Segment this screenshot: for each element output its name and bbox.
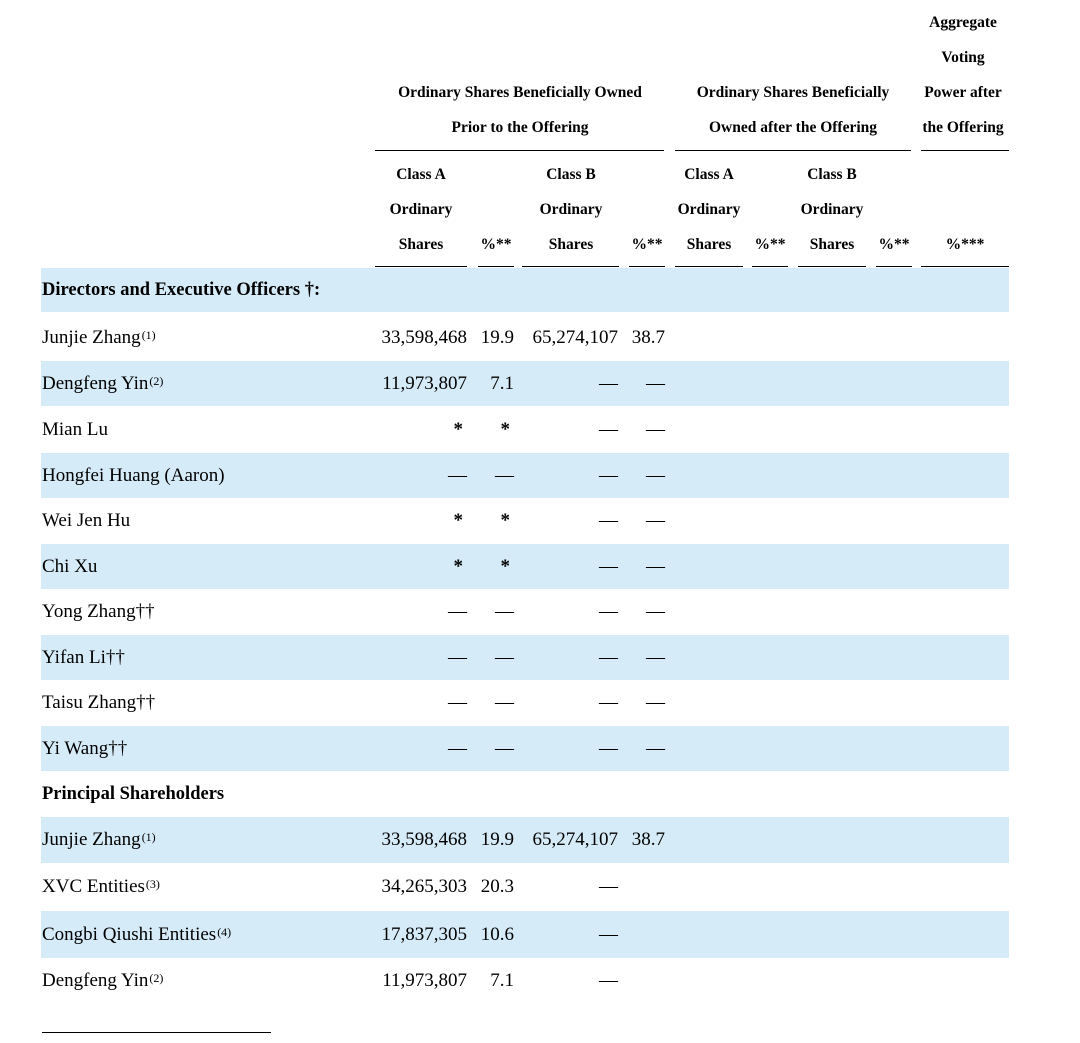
holder-name: Yong Zhang††	[42, 600, 155, 622]
table-row	[42, 418, 108, 442]
footnote-ref: (1)	[141, 830, 156, 844]
cell-b-pct: —	[646, 691, 665, 713]
cell-a-shares: 11,973,807	[382, 970, 467, 991]
table-row	[42, 969, 163, 993]
subheader-after-class-b-pct: %**	[878, 236, 910, 253]
cell-b-pct: 38.7	[631, 829, 665, 850]
col-rule	[752, 266, 788, 267]
holder-name: Junjie Zhang	[42, 326, 141, 348]
cell-b-pct: —	[646, 646, 665, 668]
col-rule	[375, 266, 467, 267]
header-after-offering	[675, 75, 911, 145]
cell-a-shares: 11,973,807	[382, 372, 467, 394]
subheader-prior-class-a-pct: %**	[480, 236, 512, 253]
cell-b-shares: —	[599, 509, 618, 531]
cell-a-pct: *	[500, 555, 510, 577]
subheader-after-class-b	[798, 157, 866, 262]
holder-name: Yi Wang††	[42, 737, 128, 759]
cell-a-pct: 7.1	[490, 372, 514, 394]
col-rule	[478, 266, 514, 267]
footnote-rule	[42, 1032, 271, 1033]
cell-a-pct: 20.3	[480, 876, 514, 897]
subheader-prior-class-b-pct: %**	[631, 236, 663, 253]
cell-b-pct: —	[646, 509, 665, 531]
header-line: Owned after the Offering	[708, 119, 878, 136]
table-row	[42, 828, 156, 852]
holder-name: Wei Jen Hu	[42, 509, 131, 531]
table-row	[42, 923, 231, 947]
section-title: Principal Shareholders	[42, 783, 225, 804]
col-rule	[675, 266, 743, 267]
table-row	[42, 646, 125, 670]
header-line: the Offering	[922, 119, 1004, 136]
group-rule-prior	[375, 150, 664, 151]
cell-b-shares: —	[599, 600, 618, 622]
header-line: Shares	[398, 236, 444, 253]
holder-name: Taisu Zhang††	[42, 691, 156, 713]
subheader-voting-pct: %***	[945, 236, 985, 253]
cell-a-shares: *	[453, 555, 463, 577]
subheader-after-class-a-pct: %**	[754, 236, 786, 253]
cell-b-pct: —	[646, 372, 665, 394]
cell-b-pct: —	[646, 555, 665, 577]
header-line: Shares	[686, 236, 732, 253]
table-row	[42, 875, 160, 899]
subheader-after-class-a	[675, 157, 743, 262]
cell-a-shares: 33,598,468	[381, 829, 467, 850]
cell-a-pct: *	[500, 418, 510, 440]
cell-a-shares: 33,598,468	[381, 326, 467, 348]
header-line: Class B	[807, 166, 857, 183]
cell-a-shares: —	[448, 691, 467, 713]
holder-name: Congbi Qiushi Entities	[42, 923, 217, 945]
subheader-prior-class-a	[376, 157, 466, 262]
cell-a-pct: 7.1	[490, 970, 514, 991]
cell-a-shares: *	[453, 418, 463, 440]
cell-b-shares: —	[599, 691, 618, 713]
cell-a-pct: —	[495, 646, 514, 668]
cell-a-shares: —	[448, 737, 467, 759]
cell-a-pct: —	[495, 737, 514, 759]
cell-b-pct: —	[646, 737, 665, 759]
cell-b-shares: 65,274,107	[532, 326, 618, 348]
cell-b-shares: —	[599, 555, 618, 577]
holder-name: XVC Entities	[42, 876, 145, 897]
holder-name: Mian Lu	[42, 418, 108, 440]
footnote-ref: (2)	[149, 971, 164, 985]
cell-b-shares: —	[599, 970, 618, 991]
cell-b-shares: —	[599, 646, 618, 668]
header-line: Ordinary	[677, 201, 741, 218]
header-line: Ordinary Shares Beneficially	[696, 84, 890, 101]
col-rule	[921, 266, 1009, 267]
header-line: Prior to the Offering	[451, 119, 589, 136]
cell-a-pct: *	[500, 509, 510, 531]
footnote-ref: (2)	[149, 373, 164, 388]
row-band	[41, 817, 1009, 863]
row-band	[41, 361, 1009, 406]
holder-name: Dengfeng Yin	[42, 372, 149, 394]
row-band	[41, 544, 1009, 589]
holder-name: Hongfei Huang (Aaron)	[42, 464, 225, 486]
cell-a-pct: 10.6	[480, 923, 514, 945]
col-rule	[798, 266, 866, 267]
cell-b-shares: —	[599, 372, 618, 394]
header-line: Voting	[941, 49, 985, 66]
cell-b-pct: 38.7	[631, 326, 665, 348]
col-rule	[876, 266, 912, 267]
footnote-ref: (4)	[217, 924, 232, 939]
header-line: Ordinary	[539, 201, 603, 218]
group-rule-after	[675, 150, 911, 151]
header-line: Class A	[684, 166, 734, 183]
header-line: Aggregate	[929, 14, 997, 31]
cell-b-shares: —	[599, 464, 618, 486]
footnote-ref: (3)	[145, 877, 160, 891]
group-rule-voting	[921, 150, 1009, 151]
cell-b-shares: —	[599, 923, 618, 945]
section-title: Directors and Executive Officers †:	[42, 280, 321, 300]
cell-a-shares: *	[453, 509, 463, 531]
header-line: Class B	[546, 166, 596, 183]
header-line: Class A	[396, 166, 446, 183]
table-row	[42, 509, 130, 533]
cell-a-pct: —	[495, 464, 514, 486]
row-band	[41, 726, 1009, 771]
header-line: Ordinary Shares Beneficially Owned	[398, 84, 642, 101]
table-row	[42, 737, 127, 761]
cell-a-shares: 17,837,305	[381, 923, 467, 945]
header-line: Shares	[809, 236, 855, 253]
table-row	[42, 691, 155, 715]
header-prior-offering	[376, 75, 664, 145]
cell-a-shares: —	[448, 646, 467, 668]
cell-b-pct: —	[646, 418, 665, 440]
holder-name: Yifan Li††	[42, 646, 125, 668]
cell-b-shares: —	[599, 418, 618, 440]
table-row	[42, 555, 97, 579]
cell-b-shares: —	[599, 737, 618, 759]
cell-b-pct: —	[646, 464, 665, 486]
holder-name: Dengfeng Yin	[42, 970, 149, 991]
row-band	[41, 635, 1009, 680]
cell-a-pct: —	[495, 600, 514, 622]
cell-a-shares: —	[448, 464, 467, 486]
header-aggregate-voting	[918, 5, 1008, 145]
cell-a-pct: 19.9	[480, 326, 514, 348]
cell-a-shares: —	[448, 600, 467, 622]
header-line: Power after	[924, 84, 1002, 101]
cell-b-shares: 65,274,107	[532, 829, 618, 850]
table-row	[42, 600, 155, 624]
subheader-prior-class-b	[523, 157, 619, 262]
table-row	[42, 464, 225, 488]
cell-b-pct: —	[646, 600, 665, 622]
cell-a-shares: 34,265,303	[381, 876, 467, 897]
cell-a-pct: 19.9	[480, 829, 514, 850]
col-rule	[629, 266, 665, 267]
header-line: Ordinary	[389, 201, 453, 218]
table-row	[42, 326, 156, 350]
cell-b-shares: —	[599, 876, 618, 897]
header-line: Shares	[548, 236, 594, 253]
footnote-ref: (1)	[141, 327, 156, 342]
holder-name: Junjie Zhang	[42, 829, 141, 850]
header-line: Ordinary	[800, 201, 864, 218]
holder-name: Chi Xu	[42, 555, 98, 577]
cell-a-pct: —	[495, 691, 514, 713]
table-row	[42, 372, 163, 396]
col-rule	[522, 266, 619, 267]
